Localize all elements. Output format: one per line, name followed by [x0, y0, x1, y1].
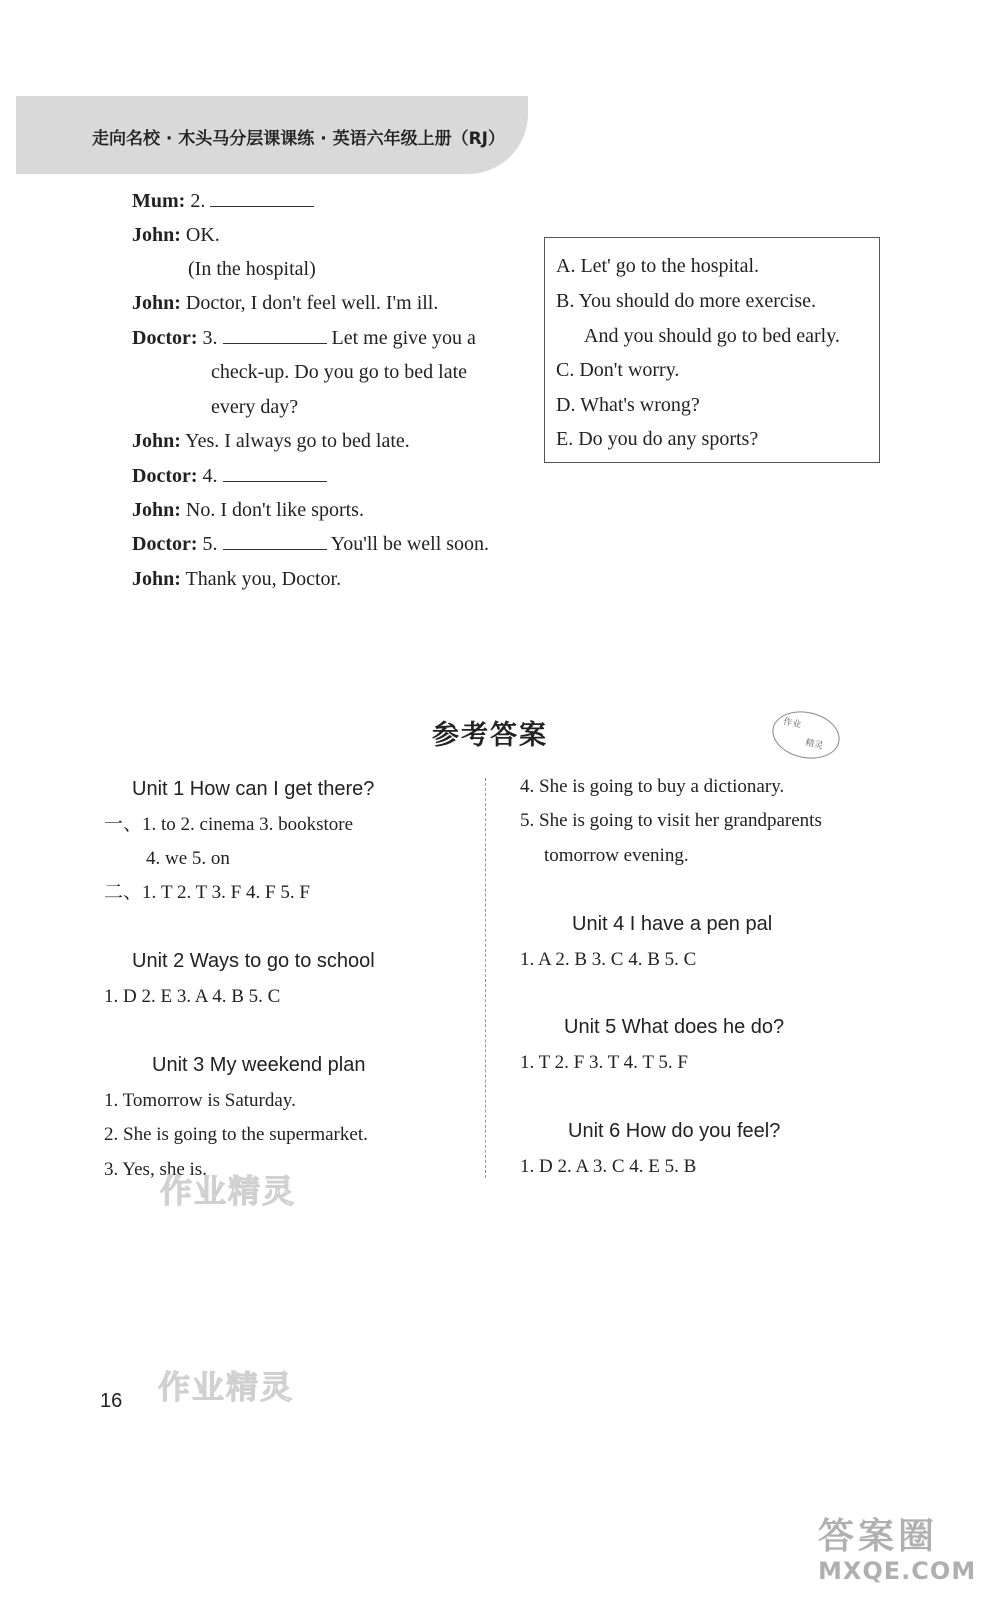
answer-line: 二、1. T 2. T 3. F 4. F 5. F [104, 882, 310, 903]
line-text: Doctor, I don't feel well. I'm ill. [185, 292, 439, 314]
watermark: 作业精灵 [158, 1368, 295, 1406]
option-e: E. Do you do any sports? [556, 428, 759, 450]
dialogue-line [211, 359, 467, 385]
book-title: 走向名校 · 木头马分层课课练 · 英语六年级上册（RJ） [92, 129, 506, 149]
page-number: 16 [100, 1390, 123, 1412]
speaker: John: [132, 499, 181, 521]
option-b: B. You should do more exercise. [556, 290, 816, 312]
speaker: Mum: [132, 190, 186, 212]
speaker: John: [132, 568, 181, 590]
dialogue-line [132, 463, 327, 489]
speaker: John: [132, 292, 181, 314]
line-text: No. I don't like sports. [185, 499, 364, 521]
option-b-cont: And you should go to bed early. [584, 325, 840, 347]
answer-line: 4. She is going to buy a dictionary. [520, 776, 785, 797]
speaker: Doctor: [132, 465, 198, 487]
answer-line: 一、1. to 2. cinema 3. bookstore [104, 814, 354, 835]
site-logo [818, 1508, 976, 1585]
line-text: 3. [202, 327, 218, 349]
dialogue-line [132, 566, 341, 592]
stamp-text: 作业 [782, 717, 802, 731]
unit-5-heading: Unit 5 What does he do? [564, 1016, 785, 1038]
speaker: John: [132, 224, 181, 246]
speaker: John: [132, 430, 181, 452]
dialogue-line [211, 394, 298, 420]
option-d: D. What's wrong? [556, 394, 700, 416]
dialogue-line [132, 325, 476, 351]
answer-line: 1. D 2. E 3. A 4. B 5. C [104, 986, 281, 1007]
stage-direction: (In the hospital) [188, 258, 316, 280]
line-text: 4. [202, 465, 218, 487]
answer-blank[interactable] [223, 463, 327, 482]
line-text: Thank you, Doctor. [185, 568, 342, 590]
dialogue-line [132, 497, 364, 523]
unit-1-heading: Unit 1 How can I get there? [132, 778, 375, 800]
answer-blank[interactable] [210, 188, 314, 207]
answer-line: 2. She is going to the supermarket. [104, 1124, 368, 1145]
unit-2-heading: Unit 2 Ways to go to school [132, 950, 375, 972]
speaker: Doctor: [132, 533, 198, 555]
dialogue-line [132, 428, 410, 454]
dialogue-line [132, 531, 489, 557]
answer-line: 1. A 2. B 3. C 4. B 5. C [520, 949, 697, 970]
option-c: C. Don't worry. [556, 359, 680, 381]
answer-key-title: 参考答案 [432, 720, 548, 751]
answer-line: 3. Yes, she is. [104, 1159, 207, 1180]
line-text: You'll be well soon. [330, 533, 490, 555]
stamp-text: 精灵 [804, 738, 824, 752]
site-logo-sub: MXQE.COM [818, 1557, 977, 1585]
answer-line: 1. D 2. A 3. C 4. E 5. B [520, 1156, 697, 1177]
unit-4-heading: Unit 4 I have a pen pal [572, 913, 773, 935]
line-text: check-up. Do you go to bed late [211, 361, 468, 383]
dialogue-line [132, 188, 314, 214]
unit-6-heading: Unit 6 How do you feel? [568, 1120, 781, 1142]
watermark: 作业精灵 [160, 1172, 297, 1210]
line-text: every day? [211, 396, 299, 418]
site-logo-main: 答案圈 [818, 1516, 939, 1557]
line-text: Let me give you a [331, 327, 476, 349]
answer-line: 1. Tomorrow is Saturday. [104, 1090, 296, 1111]
line-text: Yes. I always go to bed late. [185, 430, 410, 452]
column-divider [485, 778, 486, 1178]
speaker: Doctor: [132, 327, 198, 349]
line-text: OK. [185, 224, 220, 246]
line-text: 2. [190, 190, 206, 212]
dialogue-line [132, 290, 438, 316]
answer-blank[interactable] [223, 531, 327, 550]
answer-line: 5. She is going to visit her grandparents [520, 810, 822, 831]
option-a: A. Let' go to the hospital. [556, 255, 760, 277]
dialogue-line [188, 256, 316, 282]
answer-line: 4. we 5. on [146, 848, 230, 869]
line-text: 5. [202, 533, 218, 555]
answer-line: tomorrow evening. [544, 845, 689, 866]
answer-blank[interactable] [223, 325, 327, 344]
answer-line: 1. T 2. F 3. T 4. T 5. F [520, 1052, 688, 1073]
unit-3-heading: Unit 3 My weekend plan [152, 1054, 366, 1076]
dialogue-line [132, 222, 220, 248]
